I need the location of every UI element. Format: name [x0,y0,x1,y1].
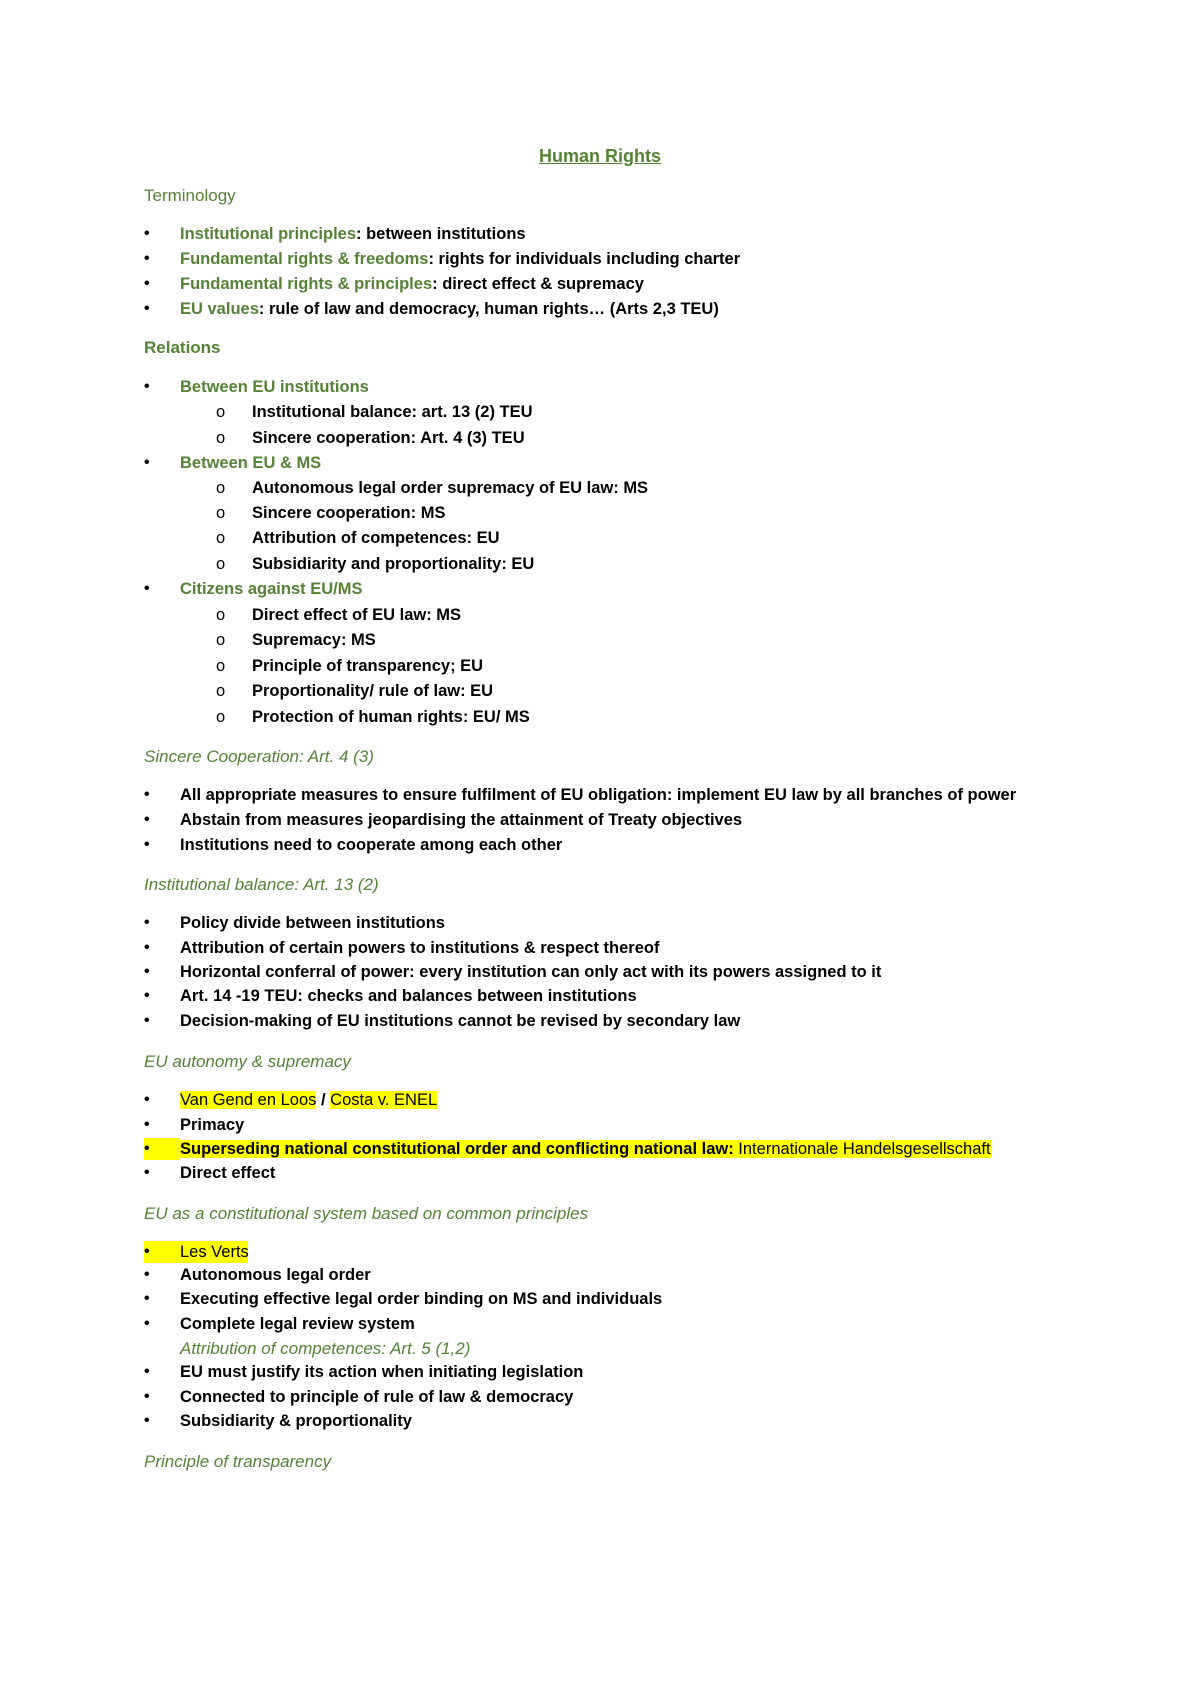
heading-terminology: Terminology [144,186,236,205]
page-title: Human Rights [538,146,661,166]
heading-institutional-balance: Institutional balance: Art. 13 (2) [144,875,379,894]
heading-eu-autonomy: EU autonomy & supremacy [144,1052,351,1071]
heading-attribution-competences: Attribution of competences: Art. 5 (1,2) [180,1339,471,1358]
case-highlight: Costa v. ENEL [330,1091,438,1109]
heading-constitutional-system: EU as a constitutional system based on common principles [144,1204,589,1223]
case-highlight: Internationale Handelsgesellschaft [738,1140,991,1158]
heading-sincere-cooperation: Sincere Cooperation: Art. 4 (3) [144,747,374,766]
heading-transparency: Principle of transparency [144,1452,332,1471]
case-highlight: Van Gend en Loos [180,1091,317,1109]
heading-relations: Relations [144,338,221,357]
document-page: Human Rights Terminology • Institutional principles: between institutions • Fundamental rights & freedoms: rights for individuals including charter • Fundamental rights & principles: direct effect & supremacy • EU values: rule of law and democracy, human rights… (Arts 2,3 TEU) Relations • Between EU institutions o Institutional balance: art. 13 (2) TEU o Sincere cooperation: Art. 4 (3) TEU • Between EU & MS o Autonomous legal order supremacy of EU law: MS o Sincere cooperation: MS o Attribution of competences: EU o Subsidiarity and proportionality: EU • Citizens against EU/MS o Direct effect of EU law: MS o Supremacy: MS o Principle of transparency; EU o Proportionality/ rule of law: EU o Protection of human rights: EU/ MS Sincere Cooperation: Art. 4 (3) • All appropriate measures to ensure fulfilment of EU obligation: implement EU law by all branches of power • Abstain from measures jeopardising the attainment of Treaty objectives • Institutions need to cooperate among each other Institutional balance: Art. 13 (2) • Policy divide between institutions • Attribution of certain powers to institutions & respect thereof • Horizontal conferral of power: every institution can only act with its powers assigned to it • Art. 14 -19 TEU: checks and balances between institutions • Decision-making of EU institutions cannot be revised by secondary law EU autonomy & supremacy • Van Gend en Loos / Costa v. ENEL • Primacy • Superseding national constitutional order and conflicting national law: Internationale Handelsgesellschaft • Direct effect EU as a constitutional system based on common principles • Les Verts • Autonomous legal order • Executing effective legal order binding on MS and individuals • Complete legal review system Attribution of competences: Art. 5 (1,2) • EU must justify its action when initiating legislation • Connected to principle of rule of law & democracy • Subsidiarity & proportionality Principle of transparency [0,0,1200,1698]
